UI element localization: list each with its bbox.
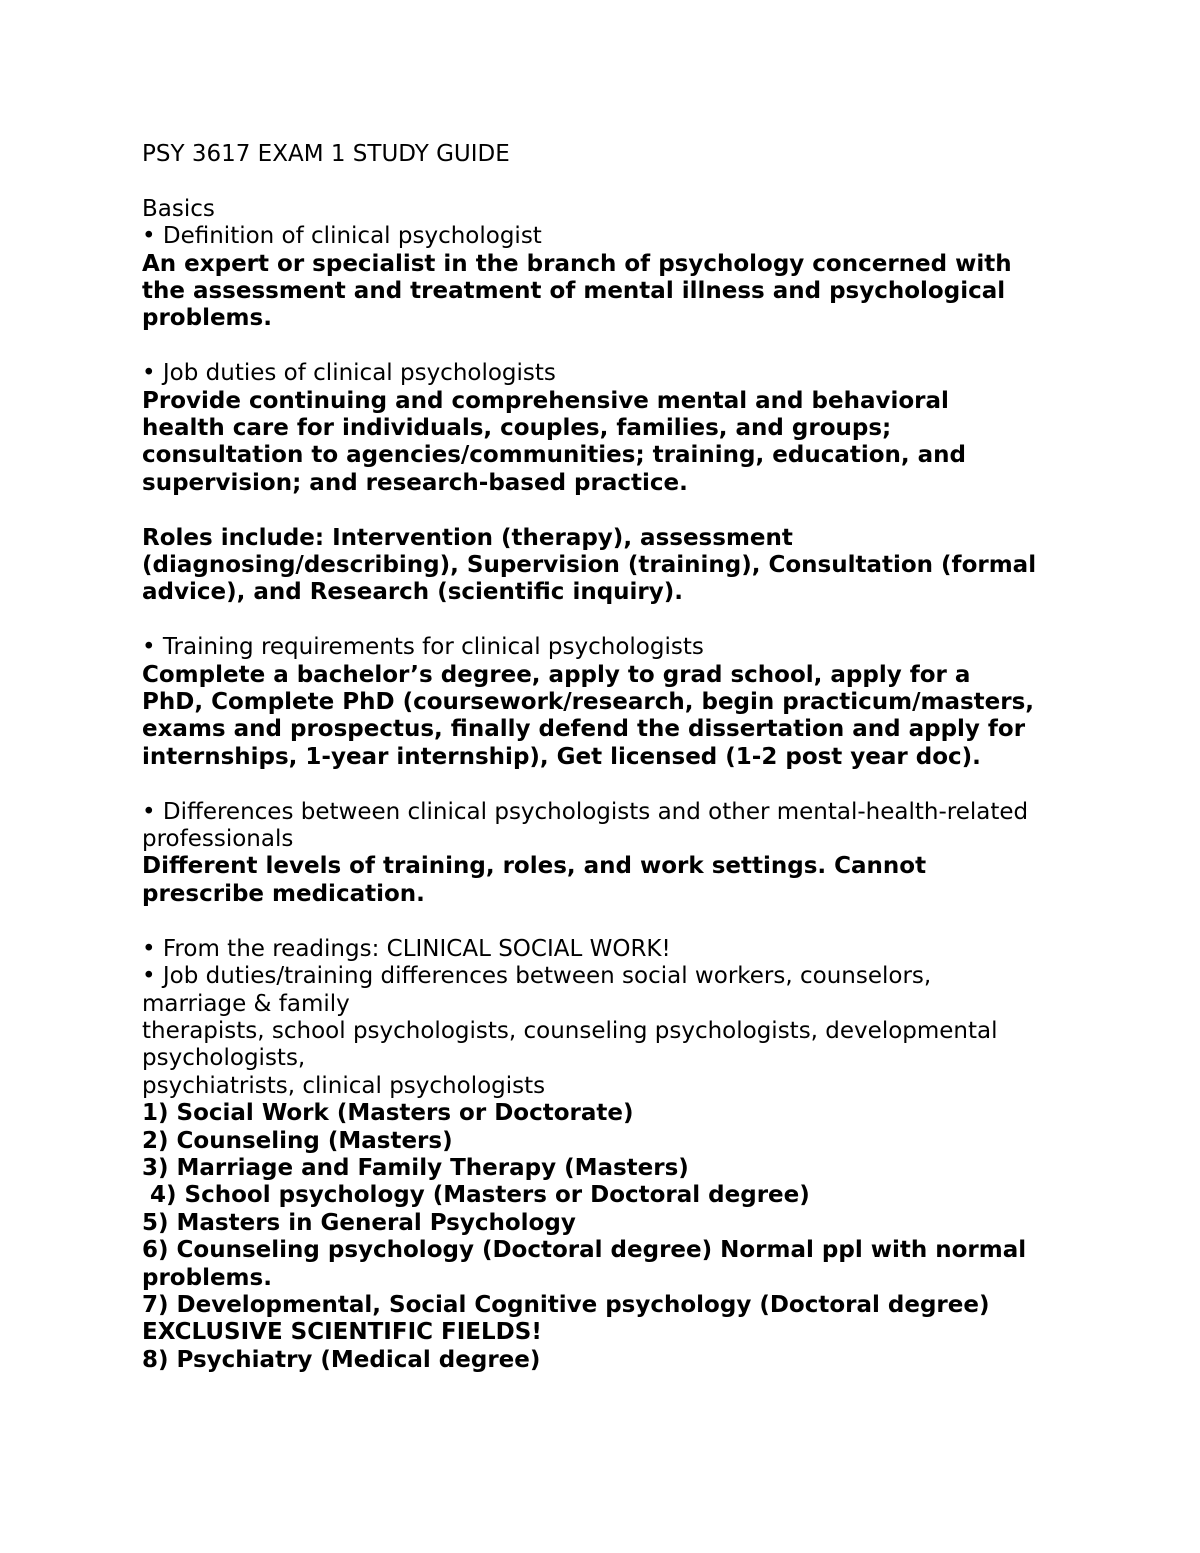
answer-line: Different levels of training, roles, and work settings. Cannot	[142, 853, 927, 880]
spacer	[142, 333, 1082, 360]
spacer	[142, 497, 1082, 524]
list-item: 2) Counseling (Masters)	[142, 1127, 453, 1154]
question-prompt: therapists, school psychologists, counseling psychologists, developmental	[142, 1017, 998, 1044]
document-page	[142, 141, 1082, 1374]
document-title: PSY 3617 EXAM 1 STUDY GUIDE	[142, 141, 510, 167]
question-prompt: professionals	[142, 826, 294, 853]
answer-line: consultation to agencies/communities; training, education, and	[142, 442, 967, 469]
list-item: 1) Social Work (Masters or Doctorate)	[142, 1100, 634, 1127]
answer-line: prescribe medication.	[142, 880, 425, 907]
list-item: problems.	[142, 1264, 272, 1291]
list-item: 5) Masters in General Psychology	[142, 1209, 576, 1236]
answer-line: PhD, Complete PhD (coursework/research, begin practicum/masters,	[142, 689, 1035, 716]
answer-line: internships, 1-year internship), Get licensed (1-2 post year doc).	[142, 743, 981, 770]
spacer	[142, 607, 1082, 634]
list-item: 8) Psychiatry (Medical degree)	[142, 1346, 541, 1373]
list-item: 4) School psychology (Masters or Doctoral degree)	[142, 1182, 810, 1209]
answer-line: Roles include: Intervention (therapy), assessment	[142, 524, 793, 551]
question-prompt: • Job duties/training differences between social workers, counselors,	[142, 963, 932, 990]
answer-line: problems.	[142, 305, 272, 332]
list-item: EXCLUSIVE SCIENTIFIC FIELDS!	[142, 1319, 542, 1346]
answer-line: An expert or specialist in the branch of psychology concerned with	[142, 250, 1012, 277]
answer-line: Complete a bachelor’s degree, apply to grad school, apply for a	[142, 661, 971, 688]
answer-line: the assessment and treatment of mental illness and psychological	[142, 278, 1006, 305]
answer-line: Provide continuing and comprehensive mental and behavioral	[142, 387, 949, 414]
question-prompt: • Definition of clinical psychologist	[142, 223, 542, 250]
answer-line: health care for individuals, couples, families, and groups;	[142, 415, 892, 442]
question-prompt: psychologists,	[142, 1045, 306, 1072]
question-prompt: • Job duties of clinical psychologists	[142, 360, 556, 387]
list-item: 7) Developmental, Social Cognitive psychology (Doctoral degree)	[142, 1291, 990, 1318]
section-heading: Basics	[142, 195, 215, 222]
spacer	[142, 771, 1082, 798]
question-prompt: • Differences between clinical psychologists and other mental-health-related	[142, 798, 1029, 825]
question-prompt: psychiatrists, clinical psychologists	[142, 1072, 546, 1099]
question-prompt: marriage & family	[142, 990, 350, 1017]
answer-line: supervision; and research-based practice.	[142, 469, 688, 496]
spacer	[142, 908, 1082, 935]
question-prompt: • Training requirements for clinical psychologists	[142, 634, 704, 661]
answer-line: (diagnosing/describing), Supervision (training), Consultation (formal	[142, 552, 1037, 579]
readings-line: • From the readings: CLINICAL SOCIAL WORK!	[142, 935, 671, 962]
answer-line: exams and prospectus, finally defend the dissertation and apply for	[142, 716, 1026, 743]
list-item: 6) Counseling psychology (Doctoral degree) Normal ppl with normal	[142, 1237, 1027, 1264]
spacer	[142, 168, 1082, 195]
list-item: 3) Marriage and Family Therapy (Masters)	[142, 1154, 689, 1181]
answer-line: advice), and Research (scientific inquiry).	[142, 579, 684, 606]
